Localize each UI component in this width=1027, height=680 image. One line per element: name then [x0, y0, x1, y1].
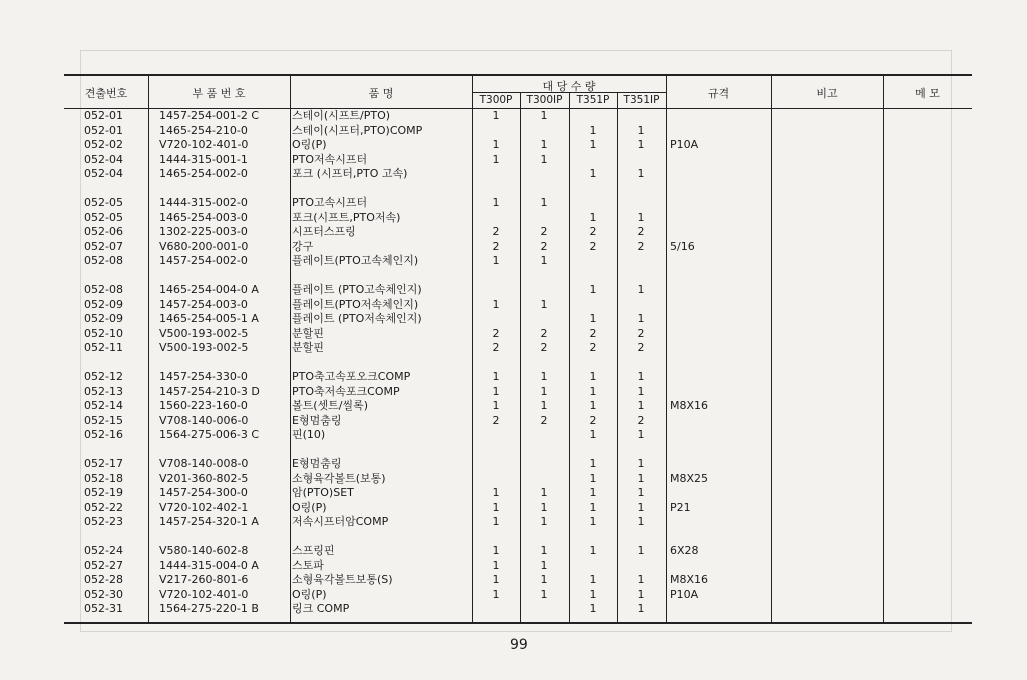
part-number-cell: V217-260-801-6	[159, 573, 249, 586]
quantity-cell: 1	[492, 254, 500, 267]
part-number-cell: 1560-223-160-0	[159, 399, 248, 412]
spec-cell: M8X25	[670, 471, 709, 485]
header-model-t351ip: T351IP	[623, 94, 660, 106]
table-row	[64, 501, 972, 516]
issue-number-cell: 052-08	[84, 283, 123, 296]
quantity-cell: 1	[540, 558, 548, 572]
issue-number-cell: 052-31	[84, 602, 123, 615]
quantity-cell: 1	[492, 109, 500, 122]
quantity-cell: 1	[540, 152, 548, 166]
issue-number-cell: 052-09	[84, 297, 123, 311]
issue-number-cell: 052-05	[84, 196, 123, 209]
quantity-cell: 1	[492, 138, 500, 151]
table-row	[64, 167, 972, 182]
table-row	[64, 428, 972, 443]
table-row	[64, 588, 972, 603]
quantity-cell: 1	[637, 573, 645, 586]
quantity-cell: 1	[492, 370, 500, 383]
issue-number-cell: 052-14	[84, 399, 123, 412]
issue-number-cell: 052-13	[84, 384, 123, 398]
part-name-cell: 스프링핀	[292, 544, 335, 557]
issue-number-cell: 052-18	[84, 471, 123, 485]
table-row	[64, 472, 972, 487]
part-number-cell: V201-360-802-5	[159, 471, 249, 485]
table-row	[64, 124, 972, 139]
quantity-cell: 2	[492, 341, 500, 354]
quantity-cell: 2	[637, 239, 645, 253]
part-name-cell: 플레이트(PTO저속체인지)	[292, 297, 419, 311]
quantity-cell: 2	[540, 413, 548, 427]
quantity-cell: 1	[589, 471, 597, 485]
header-part-number: 부 품 번 호	[192, 87, 246, 100]
quantity-cell: 1	[492, 297, 500, 311]
parts-table	[64, 74, 972, 624]
quantity-cell: 2	[589, 239, 597, 253]
part-number-cell: V720-102-402-1	[159, 500, 249, 514]
part-name-cell: 스토파	[292, 558, 324, 572]
quantity-cell: 1	[492, 587, 500, 601]
part-number-cell: 1444-315-001-1	[159, 152, 248, 166]
table-row	[64, 530, 972, 545]
quantity-cell: 2	[589, 225, 597, 238]
part-name-cell: 시프터스프링	[292, 225, 356, 238]
spec-cell: 6X28	[670, 544, 699, 557]
quantity-cell: 1	[589, 123, 597, 137]
table-row	[64, 486, 972, 501]
table-row	[64, 138, 972, 153]
quantity-cell: 2	[492, 239, 500, 253]
issue-number-cell: 052-23	[84, 515, 123, 528]
quantity-cell: 2	[540, 341, 548, 354]
quantity-cell: 1	[589, 457, 597, 470]
part-number-cell: V720-102-401-0	[159, 587, 249, 601]
spec-cell: P21	[670, 500, 691, 514]
quantity-cell: 1	[589, 544, 597, 557]
part-number-cell: 1465-254-210-0	[159, 123, 248, 137]
quantity-cell: 1	[589, 587, 597, 601]
part-name-cell: 분할핀	[292, 341, 324, 354]
part-number-cell: 1457-254-001-2 C	[159, 109, 260, 122]
part-name-cell: 포크(시프트,PTO저속)	[292, 210, 401, 224]
quantity-cell: 1	[540, 486, 548, 499]
part-name-cell: PTO축고속포오크COMP	[292, 370, 411, 383]
table-row	[64, 414, 972, 429]
part-name-cell: E형멈춤링	[292, 457, 342, 470]
quantity-cell: 1	[492, 486, 500, 499]
part-name-cell: 스테이(시프트/PTO)	[292, 109, 391, 122]
part-number-cell: 1465-254-004-0 A	[159, 283, 259, 296]
part-number-cell: V680-200-001-0	[159, 239, 249, 253]
table-row	[64, 515, 972, 530]
quantity-cell: 1	[637, 210, 645, 224]
quantity-cell: 1	[589, 384, 597, 398]
part-number-cell: V500-193-002-5	[159, 326, 249, 340]
part-number-cell: 1465-254-005-1 A	[159, 312, 259, 325]
quantity-cell: 1	[589, 515, 597, 528]
quantity-cell: 1	[637, 500, 645, 514]
part-name-cell: PTO고속시프터	[292, 196, 368, 209]
header-model-t300ip: T300IP	[526, 94, 563, 106]
issue-number-cell: 052-05	[84, 210, 123, 224]
quantity-cell: 1	[540, 196, 548, 209]
table-row	[64, 254, 972, 269]
part-name-cell: 플레이트 (PTO고속체인지)	[292, 283, 422, 296]
quantity-cell: 1	[492, 500, 500, 514]
quantity-cell: 1	[589, 283, 597, 296]
quantity-cell: 1	[589, 573, 597, 586]
part-name-cell: 스테이(시프터,PTO)COMP	[292, 123, 423, 137]
part-number-cell: V720-102-401-0	[159, 138, 249, 151]
quantity-cell: 1	[492, 558, 500, 572]
issue-number-cell: 052-12	[84, 370, 123, 383]
part-number-cell: 1457-254-210-3 D	[159, 384, 260, 398]
table-row	[64, 182, 972, 197]
quantity-cell: 2	[637, 326, 645, 340]
quantity-cell: 1	[589, 138, 597, 151]
quantity-cell: 1	[589, 602, 597, 615]
part-name-cell: PTO축저속포크COMP	[292, 384, 400, 398]
quantity-cell: 2	[637, 413, 645, 427]
table-row	[64, 457, 972, 472]
issue-number-cell: 052-08	[84, 254, 123, 267]
table-row	[64, 559, 972, 574]
table-row	[64, 385, 972, 400]
quantity-cell: 1	[637, 457, 645, 470]
quantity-cell: 2	[637, 341, 645, 354]
quantity-cell: 1	[492, 573, 500, 586]
part-name-cell: 소형육각볼트(보통)	[292, 471, 386, 485]
table-row	[64, 240, 972, 255]
quantity-cell: 1	[589, 370, 597, 383]
table-row	[64, 573, 972, 588]
quantity-cell: 1	[589, 486, 597, 499]
quantity-cell: 1	[637, 283, 645, 296]
table-row	[64, 356, 972, 371]
quantity-cell: 1	[637, 312, 645, 325]
quantity-cell: 1	[540, 384, 548, 398]
quantity-cell: 2	[540, 225, 548, 238]
issue-number-cell: 052-10	[84, 326, 123, 340]
part-name-cell: 암(PTO)SET	[292, 486, 354, 499]
quantity-cell: 1	[637, 428, 645, 441]
quantity-cell: 1	[637, 602, 645, 615]
quantity-cell: 2	[589, 326, 597, 340]
quantity-cell: 1	[637, 515, 645, 528]
issue-number-cell: 052-07	[84, 239, 123, 253]
quantity-cell: 1	[540, 587, 548, 601]
spec-cell: P10A	[670, 138, 699, 151]
part-name-cell: O링(P)	[292, 500, 327, 514]
quantity-cell: 1	[637, 399, 645, 412]
quantity-cell: 1	[540, 573, 548, 586]
quantity-cell: 2	[637, 225, 645, 238]
part-number-cell: V500-193-002-5	[159, 341, 249, 354]
quantity-cell: 1	[637, 587, 645, 601]
quantity-cell: 1	[589, 500, 597, 514]
quantity-cell: 2	[540, 239, 548, 253]
spec-cell: M8X16	[670, 573, 709, 586]
table-row	[64, 341, 972, 356]
table-row	[64, 443, 972, 458]
table-row	[64, 312, 972, 327]
header-model-t300p: T300P	[479, 94, 513, 106]
quantity-cell: 1	[492, 544, 500, 557]
quantity-cell: 1	[637, 167, 645, 180]
quantity-cell: 1	[589, 312, 597, 325]
header-model-t351p: T351P	[576, 94, 610, 106]
quantity-cell: 1	[492, 196, 500, 209]
part-number-cell: 1457-254-003-0	[159, 297, 248, 311]
table-row	[64, 153, 972, 168]
quantity-cell: 1	[637, 370, 645, 383]
part-number-cell: 1444-315-004-0 A	[159, 558, 259, 572]
issue-number-cell: 052-01	[84, 109, 123, 122]
header-issue-number: 견출번호	[84, 87, 128, 100]
quantity-cell: 1	[637, 138, 645, 151]
quantity-cell: 1	[589, 428, 597, 441]
issue-number-cell: 052-17	[84, 457, 123, 470]
part-number-cell: 1457-254-002-0	[159, 254, 248, 267]
table-row	[64, 109, 972, 124]
part-number-cell: V708-140-006-0	[159, 413, 249, 427]
quantity-cell: 1	[637, 384, 645, 398]
quantity-cell: 1	[540, 138, 548, 151]
quantity-cell: 1	[540, 370, 548, 383]
part-name-cell: PTO저속시프터	[292, 152, 368, 166]
part-name-cell: 포크 (시프터,PTO 고속)	[292, 167, 408, 180]
issue-number-cell: 052-30	[84, 587, 123, 601]
part-name-cell: 플레이트 (PTO저속체인지)	[292, 312, 422, 325]
quantity-cell: 1	[540, 500, 548, 514]
spec-cell: P10A	[670, 587, 699, 601]
part-number-cell: 1457-254-320-1 A	[159, 515, 259, 528]
quantity-cell: 1	[637, 544, 645, 557]
part-name-cell: 저속시프터암COMP	[292, 515, 389, 528]
issue-number-cell: 052-27	[84, 558, 123, 572]
table-row	[64, 283, 972, 298]
quantity-cell: 2	[492, 225, 500, 238]
issue-number-cell: 052-02	[84, 138, 123, 151]
quantity-cell: 1	[540, 399, 548, 412]
part-number-cell: V580-140-602-8	[159, 544, 249, 557]
quantity-cell: 1	[637, 471, 645, 485]
spec-cell: 5/16	[670, 239, 695, 253]
quantity-cell: 1	[589, 399, 597, 412]
issue-number-cell: 052-04	[84, 152, 123, 166]
quantity-cell: 1	[589, 167, 597, 180]
spec-cell: M8X16	[670, 399, 709, 412]
part-name-cell: 분할핀	[292, 326, 324, 340]
quantity-cell: 1	[540, 515, 548, 528]
part-number-cell: 1302-225-003-0	[159, 225, 248, 238]
issue-number-cell: 052-19	[84, 486, 123, 499]
part-number-cell: 1444-315-002-0	[159, 196, 248, 209]
quantity-cell: 2	[492, 413, 500, 427]
part-number-cell: 1465-254-002-0	[159, 167, 248, 180]
quantity-cell: 1	[637, 486, 645, 499]
header-part-name: 품 명	[368, 87, 394, 100]
quantity-cell: 1	[589, 210, 597, 224]
issue-number-cell: 052-06	[84, 225, 123, 238]
part-number-cell: 1457-254-330-0	[159, 370, 248, 383]
header-spec: 규격	[707, 87, 730, 100]
header-memo: 메 모	[915, 87, 940, 100]
issue-number-cell: 052-01	[84, 123, 123, 137]
quantity-cell: 1	[540, 254, 548, 267]
table-row	[64, 602, 972, 617]
part-name-cell: O링(P)	[292, 138, 327, 151]
issue-number-cell: 052-22	[84, 500, 123, 514]
part-name-cell: 강구	[292, 239, 314, 253]
header-quantity: 대 당 수 량	[542, 80, 596, 93]
table-row	[64, 298, 972, 313]
quantity-cell: 1	[540, 544, 548, 557]
part-number-cell: 1564-275-006-3 C	[159, 428, 260, 441]
table-row	[64, 196, 972, 211]
quantity-cell: 1	[637, 123, 645, 137]
table-row	[64, 370, 972, 385]
quantity-cell: 1	[540, 297, 548, 311]
table-row	[64, 225, 972, 240]
issue-number-cell: 052-15	[84, 413, 123, 427]
quantity-cell: 1	[492, 399, 500, 412]
table-row	[64, 399, 972, 414]
quantity-cell: 1	[492, 152, 500, 166]
table-row	[64, 327, 972, 342]
table-row	[64, 544, 972, 559]
issue-number-cell: 052-04	[84, 167, 123, 180]
part-number-cell: 1465-254-003-0	[159, 210, 248, 224]
table-row	[64, 269, 972, 284]
quantity-cell: 1	[540, 109, 548, 122]
quantity-cell: 2	[589, 341, 597, 354]
part-number-cell: V708-140-008-0	[159, 457, 249, 470]
part-number-cell: 1564-275-220-1 B	[159, 602, 259, 615]
quantity-cell: 1	[492, 384, 500, 398]
part-name-cell: 플레이트(PTO고속체인지)	[292, 254, 419, 267]
part-name-cell: 볼트(셋트/씰록)	[292, 399, 369, 412]
part-name-cell: 핀(10)	[292, 428, 326, 441]
issue-number-cell: 052-09	[84, 312, 123, 325]
part-name-cell: E형멈춤링	[292, 413, 342, 427]
quantity-cell: 2	[492, 326, 500, 340]
page-number: 99	[510, 637, 528, 653]
issue-number-cell: 052-11	[84, 341, 123, 354]
table-row	[64, 211, 972, 226]
issue-number-cell: 052-28	[84, 573, 123, 586]
issue-number-cell: 052-24	[84, 544, 123, 557]
part-name-cell: 소형육각볼트보통(S)	[292, 573, 393, 586]
part-number-cell: 1457-254-300-0	[159, 486, 248, 499]
part-name-cell: O링(P)	[292, 587, 327, 601]
issue-number-cell: 052-16	[84, 428, 123, 441]
header-remark: 비고	[816, 87, 838, 100]
part-name-cell: 링크 COMP	[292, 602, 350, 615]
quantity-cell: 2	[589, 413, 597, 427]
quantity-cell: 1	[492, 515, 500, 528]
quantity-cell: 2	[540, 326, 548, 340]
